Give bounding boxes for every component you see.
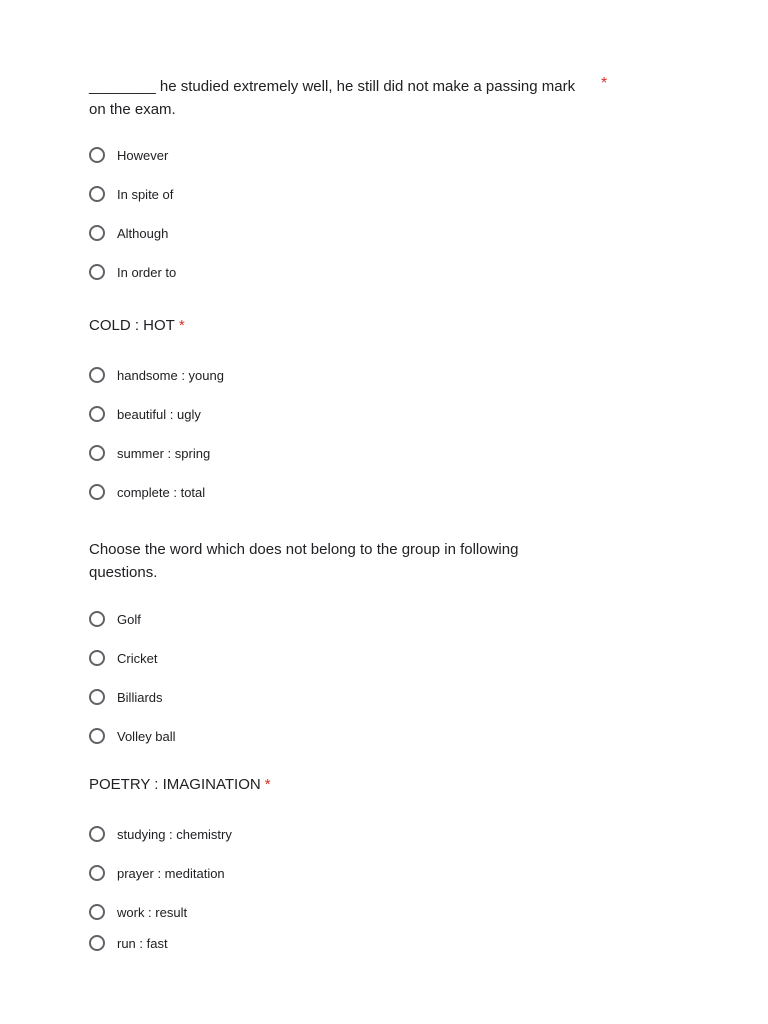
- radio-circle-icon[interactable]: [89, 147, 105, 163]
- question-2: [89, 314, 609, 500]
- option-label: However: [117, 147, 169, 163]
- radio-circle-icon[interactable]: [89, 406, 105, 422]
- radio-option-volley-ball[interactable]: [89, 725, 176, 747]
- required-asterisk: *: [178, 317, 185, 334]
- option-label: In order to: [117, 264, 177, 280]
- question-title: Choose the word which does not belong to the group in following questions.: [89, 541, 519, 581]
- radio-circle-icon[interactable]: [89, 935, 105, 951]
- required-asterisk: *: [264, 776, 271, 793]
- question-4: [89, 773, 609, 951]
- question-title: ________ he studied extremely well, he still did not make a passing mark on the exam.: [89, 78, 576, 118]
- required-asterisk: *: [601, 75, 608, 92]
- option-label: Cricket: [117, 650, 158, 666]
- radio-option-golf[interactable]: [89, 608, 141, 630]
- option-label: handsome : young: [117, 367, 224, 383]
- radio-option-work-result[interactable]: [89, 901, 187, 923]
- radio-option-handsome-young[interactable]: [89, 364, 224, 386]
- option-label: In spite of: [117, 186, 174, 202]
- radio-option-in-order-to[interactable]: [89, 261, 176, 283]
- radio-circle-icon[interactable]: [89, 186, 105, 202]
- radio-option-billiards[interactable]: [89, 686, 163, 708]
- radio-circle-icon[interactable]: [89, 865, 105, 881]
- radio-option-complete-total[interactable]: [89, 481, 205, 503]
- option-label: Billiards: [117, 689, 163, 705]
- radio-circle-icon[interactable]: [89, 484, 105, 500]
- radio-option-summer-spring[interactable]: [89, 442, 210, 464]
- radio-option-prayer-meditation[interactable]: [89, 862, 225, 884]
- option-label: summer : spring: [117, 445, 211, 461]
- question-title: COLD : HOT *: [89, 317, 185, 334]
- question-3: [89, 538, 609, 744]
- radio-circle-icon[interactable]: [89, 445, 105, 461]
- option-label: studying : chemistry: [117, 826, 232, 842]
- question-title: POETRY : IMAGINATION *: [89, 776, 271, 793]
- radio-circle-icon[interactable]: [89, 650, 105, 666]
- radio-circle-icon[interactable]: [89, 611, 105, 627]
- radio-circle-icon[interactable]: [89, 904, 105, 920]
- question-1: [89, 75, 609, 280]
- radio-option-in-spite-of[interactable]: [89, 183, 173, 205]
- radio-option-beautiful-ugly[interactable]: [89, 403, 201, 425]
- radio-option-however[interactable]: [89, 144, 168, 166]
- option-label: Although: [117, 225, 169, 241]
- radio-circle-icon[interactable]: [89, 225, 105, 241]
- option-label: complete : total: [117, 484, 206, 500]
- radio-circle-icon[interactable]: [89, 826, 105, 842]
- option-label: prayer : meditation: [117, 865, 225, 881]
- radio-option-studying-chemistry[interactable]: [89, 823, 232, 845]
- option-label: work : result: [117, 904, 188, 920]
- radio-circle-icon[interactable]: [89, 367, 105, 383]
- radio-option-run-fast[interactable]: [89, 932, 168, 954]
- option-label: Volley ball: [117, 728, 176, 744]
- radio-circle-icon[interactable]: [89, 264, 105, 280]
- option-label: run : fast: [117, 935, 168, 951]
- radio-circle-icon[interactable]: [89, 728, 105, 744]
- option-label: beautiful : ugly: [117, 406, 201, 422]
- radio-option-cricket[interactable]: [89, 647, 157, 669]
- radio-circle-icon[interactable]: [89, 689, 105, 705]
- radio-option-although[interactable]: [89, 222, 168, 244]
- option-label: Golf: [117, 611, 141, 627]
